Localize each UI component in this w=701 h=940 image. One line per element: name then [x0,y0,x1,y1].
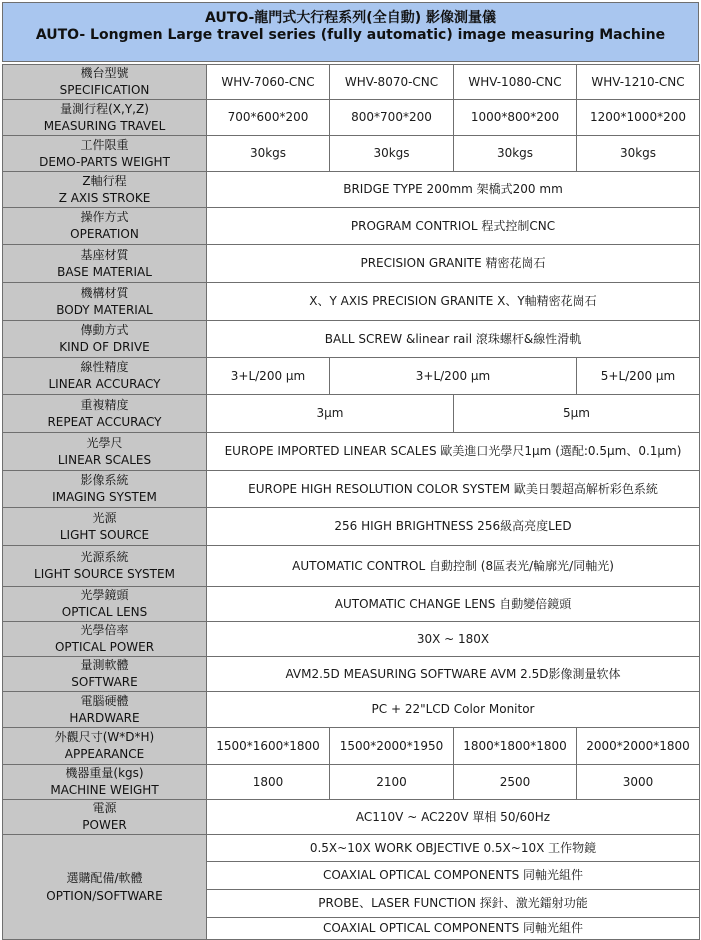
label-en: MEASURING TRAVEL [43,118,166,133]
label-zh: 影像系統 [80,473,129,487]
label-zh: 重複精度 [80,397,129,412]
hardware-value: PC + 22"LCD Color Monitor [207,692,700,728]
model-cell: WHV-8070-CNC [330,65,454,100]
label-z-axis-stroke [3,172,207,208]
label-repeat-accuracy [3,395,207,433]
label-light-source-system [3,546,207,587]
linear-accuracy-cell: 5+L/200 μm [577,358,700,395]
row-appearance [3,728,700,765]
row-software [3,657,700,692]
row-linear-accuracy [3,358,700,395]
header-banner [2,2,699,62]
optical-lens-value: AUTOMATIC CHANGE LENS 自動變倍鏡頭 [207,587,700,622]
travel-cell: 700*600*200 [207,100,330,136]
label-optical-power [3,622,207,657]
label-en: SPECIFICATION [59,83,150,97]
repeat-accuracy-cell: 5μm [454,395,700,433]
label-en: OPTICAL POWER [54,640,155,654]
body-material-value: X、Y AXIS PRECISION GRANITE X、Y軸精密花崗石 [207,283,700,321]
row-light-source-system [3,546,700,587]
machine-weight-cell: 1800 [207,765,330,800]
appearance-cell: 1500*1600*1800 [207,728,330,765]
label-zh: 電腦硬體 [80,693,129,708]
label-zh: 光學倍率 [80,623,129,637]
row-measuring-travel [3,100,700,136]
row-specification [3,65,700,100]
row-base-material [3,245,700,283]
label-operation [3,208,207,245]
row-linear-scales [3,433,700,471]
label-zh: 傳動方式 [80,323,129,337]
linear-accuracy-cell: 3+L/200 μm [330,358,577,395]
appearance-cell: 2000*2000*1800 [577,728,700,765]
label-measuring-travel [3,100,207,136]
label-zh: 機器重量(kgs) [65,766,144,780]
software-value: AVM2.5D MEASURING SOFTWARE AVM 2.5D影像測量软体 [207,657,700,692]
label-en: POWER [82,818,127,832]
label-zh: 工件限重 [80,137,129,152]
appearance-cell: 1500*2000*1950 [330,728,454,765]
label-optical-lens [3,587,207,622]
row-kind-of-drive [3,321,700,358]
linear-scales-value: EUROPE IMPORTED LINEAR SCALES 歐美進口光學尺1μm (選配:0.5μm、0.1μm) [207,433,700,471]
label-en: LIGHT SOURCE [59,527,150,542]
label-en: HARDWARE [69,710,140,725]
z-axis-stroke-value: BRIDGE TYPE 200mm 架橋式200 mm [207,172,700,208]
row-body-material [3,283,700,321]
label-hardware [3,692,207,728]
machine-weight-cell: 2500 [454,765,577,800]
linear-accuracy-cell: 3+L/200 μm [207,358,330,395]
weight-cell: 30kgs [330,136,454,172]
label-base-material [3,245,207,283]
spec-table [2,64,700,940]
row-operation [3,208,700,245]
label-linear-scales [3,433,207,471]
travel-cell: 800*700*200 [330,100,454,136]
label-zh: 光學尺 [86,435,123,450]
label-zh: 機台型號 [80,66,129,80]
label-en: BODY MATERIAL [56,302,153,317]
label-power [3,800,207,835]
imaging-system-value: EUROPE HIGH RESOLUTION COLOR SYSTEM 歐美日製超高解析彩色系統 [207,471,700,508]
row-z-axis-stroke [3,172,700,208]
label-appearance [3,728,207,765]
label-zh: 基座材質 [80,247,129,262]
label-en: IMAGING SYSTEM [52,490,157,504]
weight-cell: 30kgs [454,136,577,172]
label-en: REPEAT ACCURACY [47,414,162,429]
label-en: LINEAR ACCURACY [48,377,161,391]
label-zh: 光源系統 [80,550,129,564]
label-en: LIGHT SOURCE SYSTEM [34,567,175,581]
title-english: AUTO- Longmen Large travel series (fully automatic) image measuring Machine [35,27,666,43]
label-zh: 選購配備/軟體 [66,871,143,885]
model-cell: WHV-7060-CNC [207,65,330,100]
row-machine-weight [3,765,700,800]
label-imaging-system [3,471,207,508]
row-option-software [3,835,700,862]
label-en: KIND OF DRIVE [59,340,150,354]
option-item: COAXIAL OPTICAL COMPONENTS 同軸光組件 [207,918,700,940]
weight-cell: 30kgs [577,136,700,172]
power-value: AC110V ~ AC220V 單相 50/60Hz [207,800,700,835]
label-zh: 量測軟體 [80,658,129,672]
option-item: 0.5X~10X WORK OBJECTIVE 0.5X~10X 工作物鏡 [207,835,700,862]
label-linear-accuracy [3,358,207,395]
model-cell: WHV-1210-CNC [577,65,700,100]
title-chinese: AUTO-龍門式大行程系列(全自動) 影像測量儀 [205,10,496,26]
option-item: COAXIAL OPTICAL COMPONENTS 同軸光組件 [207,862,700,890]
row-power [3,800,700,835]
row-repeat-accuracy [3,395,700,433]
label-demo-parts-weight [3,136,207,172]
label-zh: 機構材質 [80,285,129,300]
label-specification [3,65,207,100]
label-en: SOFTWARE [71,675,138,689]
machine-weight-cell: 2100 [330,765,454,800]
label-option-software [3,835,207,940]
option-item: PROBE、LASER FUNCTION 探針、激光鐳射功能 [207,890,700,918]
model-cell: WHV-1080-CNC [454,65,577,100]
label-zh: 操作方式 [80,210,129,224]
label-en: DEMO-PARTS WEIGHT [39,154,170,169]
kind-of-drive-value: BALL SCREW &linear rail 滾珠螺杆&線性滑軌 [207,321,700,358]
label-en: Z AXIS STROKE [58,190,151,205]
label-en: OPERATION [70,227,139,241]
label-zh: Z軸行程 [82,173,127,188]
light-source-system-value: AUTOMATIC CONTROL 自動控制 (8區表光/輪廓光/同軸光) [207,546,700,587]
label-en: MACHINE WEIGHT [50,783,159,797]
row-optical-lens [3,587,700,622]
label-en: OPTICAL LENS [61,605,148,619]
row-light-source [3,508,700,546]
label-en: LINEAR SCALES [57,452,152,467]
label-light-source [3,508,207,546]
travel-cell: 1000*800*200 [454,100,577,136]
label-en: OPTION/SOFTWARE [46,889,163,903]
weight-cell: 30kgs [207,136,330,172]
travel-cell: 1200*1000*200 [577,100,700,136]
repeat-accuracy-cell: 3μm [207,395,454,433]
label-zh: 線性精度 [80,360,129,374]
base-material-value: PRECISION GRANITE 精密花崗石 [207,245,700,283]
row-hardware [3,692,700,728]
machine-weight-cell: 3000 [577,765,700,800]
operation-value: PROGRAM CONTRIOL 程式控制CNC [207,208,700,245]
light-source-value: 256 HIGH BRIGHTNESS 256級高亮度LED [207,508,700,546]
label-machine-weight [3,765,207,800]
appearance-cell: 1800*1800*1800 [454,728,577,765]
label-body-material [3,283,207,321]
label-software [3,657,207,692]
label-zh: 外觀尺寸(W*D*H) [54,730,155,744]
label-zh: 光源 [92,510,117,525]
label-en: BASE MATERIAL [57,264,152,279]
label-kind-of-drive [3,321,207,358]
row-optical-power [3,622,700,657]
label-zh: 光學鏡頭 [80,588,129,602]
row-demo-parts-weight [3,136,700,172]
label-zh: 電源 [92,801,117,815]
label-en: APPEARANCE [64,747,145,761]
optical-power-value: 30X ~ 180X [207,622,700,657]
row-imaging-system [3,471,700,508]
label-zh: 量測行程(X,Y,Z) [60,101,149,116]
